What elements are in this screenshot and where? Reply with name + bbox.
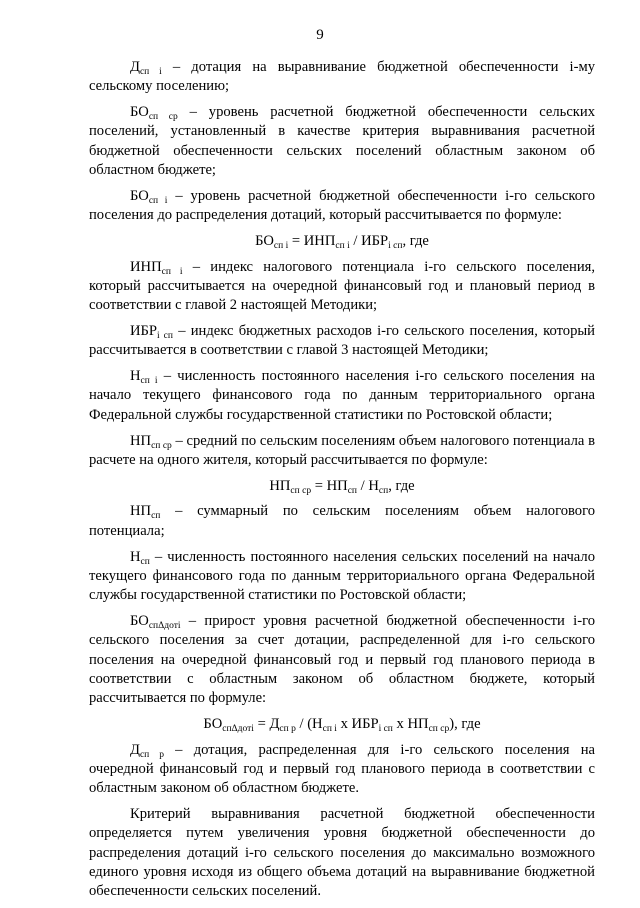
- subscript: сп i: [148, 195, 168, 206]
- definition-text: – численность постоянного населения сельских поселений на начало текущего финансового года по данным территориального органа Федеральной службы государственной статистики по Ростовской области;: [89, 548, 595, 604]
- formula-bo-sp-i: [89, 232, 595, 251]
- formula-bo-sp-delta-dot-i: [89, 715, 595, 734]
- definition-text: – средний по сельским поселениям объем налогового потенциала в расчете на одного жителя, который рассчитывается по формуле:: [89, 432, 595, 468]
- symbol: БО: [130, 612, 149, 629]
- formula-term: х ИБР: [336, 715, 379, 732]
- definition-np-sp: [89, 502, 595, 541]
- subscript: сп i: [139, 67, 162, 77]
- subscript: сп: [151, 511, 161, 522]
- symbol: Д: [130, 59, 140, 75]
- symbol: ИНП: [130, 258, 162, 275]
- formula-term: / Н: [357, 477, 379, 494]
- subscript: i сп: [378, 723, 393, 734]
- formula-term: БО: [255, 232, 274, 249]
- symbol: НП: [130, 503, 152, 520]
- subscript: сп i: [140, 376, 158, 387]
- formula-term: х НП: [392, 715, 429, 732]
- subscript: сп i: [273, 240, 289, 251]
- formula-term: БО: [203, 715, 223, 732]
- formula-term: = НП: [311, 477, 348, 494]
- definition-text: – дотация, распределенная для i-го сельского поселения на очередной финансовый год и первый год планового периода в соответствии с областным законом об областном бюджете.: [89, 741, 595, 797]
- subscript: сп ср: [428, 723, 450, 734]
- definition-ibr-i-sp: [89, 322, 595, 361]
- subscript: сп ср: [290, 485, 312, 496]
- definition-d-sp-i: [89, 58, 595, 97]
- definition-bo-sp-delta-dot-i: [89, 612, 595, 708]
- definition-text: – уровень расчетной бюджетной обеспеченности i-го сельского поселения до распределения дотаций, который рассчитывается по формуле:: [89, 187, 595, 224]
- formula-term: / ИБР: [349, 232, 389, 249]
- formula-term: / (Н: [295, 715, 323, 732]
- definition-text: – суммарный по сельским поселениям объем налогового потенциала;: [89, 503, 595, 539]
- definition-text: – индекс налогового потенциала i-го сельского поселения, который рассчитывается на очередной финансовый год и плановый период в соответствии с главой 2 настоящей Методики;: [89, 258, 595, 314]
- definition-d-sp-r: [89, 741, 595, 799]
- formula-term: НП: [269, 477, 291, 494]
- definition-inp-sp-i: [89, 258, 595, 316]
- subscript: спΔдотi: [222, 723, 254, 734]
- definition-text: – индекс бюджетных расходов i-го сельского поселения, который рассчитывается в соответствии с главой 3 настоящей Методики;: [89, 323, 595, 359]
- subscript: сп: [140, 556, 150, 567]
- symbol: Н: [130, 548, 141, 565]
- subscript: сп: [347, 485, 357, 496]
- subscript: сп i: [322, 723, 337, 734]
- formula-term: , где: [388, 477, 415, 494]
- symbol: ИБР: [130, 323, 158, 340]
- definition-text: – дотация на выравнивание бюджетной обеспеченности i-му сельскому поселению;: [89, 59, 595, 95]
- symbol: Д: [130, 741, 140, 758]
- definition-bo-sp-sr: [89, 103, 595, 180]
- formula-np-sp-sr: [89, 477, 595, 496]
- page-number: 9: [316, 27, 324, 43]
- formula-term: = Д: [253, 715, 280, 732]
- symbol: БО: [130, 104, 149, 121]
- subscript: сп р: [279, 723, 296, 734]
- definition-text: – прирост уровня расчетной бюджетной обеспеченности i-го сельского поселения за счет дотации, распределенной для i-го сельского поселения на очередной финансовый год и первый год планового периода в соответствии с областным законом об областном бюджете, который рассчитывается по формуле:: [89, 612, 595, 707]
- subscript: i сп: [157, 331, 173, 342]
- symbol: Н: [130, 368, 141, 385]
- definition-bo-sp-i: [89, 187, 595, 226]
- subscript: сп i: [161, 266, 183, 277]
- definition-np-sp-sr: [89, 432, 595, 471]
- subscript: сп ср: [151, 440, 172, 451]
- formula-term: = ИНП: [288, 232, 336, 249]
- symbol: БО: [130, 187, 149, 204]
- formula-term: ), где: [449, 715, 481, 732]
- subscript: i сп: [388, 240, 403, 251]
- document-body: [89, 58, 595, 908]
- definition-text: – уровень расчетной бюджетной обеспеченности сельских поселений, установленный в качестве критерия выравнивания расчетной бюджетной обеспеченности сельских поселений областным законом об областном бюджете;: [89, 104, 595, 178]
- subscript: сп р: [139, 749, 164, 760]
- definition-text: – численность постоянного населения i-го сельского поселения на начало текущего финансового года по данным территориального органа Федеральной службы государственной статистики по Ростовской области;: [89, 368, 595, 423]
- subscript: сп i: [335, 240, 350, 251]
- symbol: НП: [130, 432, 152, 449]
- subscript: сп: [378, 485, 389, 496]
- subscript: спΔдотi: [148, 620, 181, 631]
- criterion-paragraph: Критерий выравнивания расчетной бюджетной обеспеченности определяется путем увеличения уровня бюджетной обеспеченности до распределения дотаций i-го сельского поселения до максимально возможного единого уровня исходя из общего объема дотаций на выравнивание бюджетной обеспеченности сельских поселений.: [89, 806, 595, 900]
- definition-n-sp-i: [89, 367, 595, 425]
- formula-term: , где: [402, 232, 429, 249]
- subscript: сп ср: [148, 112, 178, 123]
- definition-n-sp: [89, 548, 595, 606]
